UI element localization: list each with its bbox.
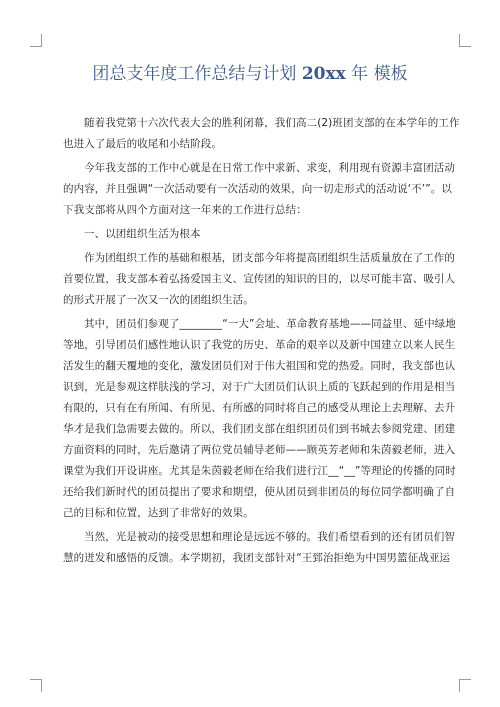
crop-mark-bottom-right xyxy=(459,679,471,692)
text-line: 下我支部将从四个方面对这一年来的工作进行总结： xyxy=(63,204,307,216)
crop-mark-bottom-left xyxy=(30,679,42,692)
paragraph-p1 xyxy=(63,113,460,155)
text-line: 等地，引导团员们感性地认识了我党的历史、革命的艰辛以及新中国建立以来人民生 xyxy=(63,339,456,351)
document-title xyxy=(40,62,460,86)
text-line: 还给我们新时代的团员提出了要求和期望，使从团员到非团员的每位同学都明确了自 xyxy=(63,486,456,498)
text-line: 随着我党第十六次代表大会的胜利闭幕，我们高二(2)班团支部的在本学年的工作 xyxy=(84,117,460,129)
text-line: 的内容，并且强调“一次活动要有一次活动的效果，向一切走形式的活动说‘不’”。以 xyxy=(63,183,452,195)
text-line: 课堂为我们开设讲座。尤其是朱茵毅老师在给我们进行江__“__”等理论的传播的同时 xyxy=(63,465,456,477)
document-body xyxy=(63,113,460,572)
text-line: 当然，光是被动的接受思想和理论是远远不够的。我们希望看到的还有团员们智 xyxy=(84,531,455,543)
text-line: 首要位置，我支部本着弘扬爱国主义、宣传团的知识的目的，以尽可能丰富、吸引人 xyxy=(63,273,456,285)
paragraph-p3 xyxy=(63,224,437,245)
paragraph-p5 xyxy=(63,314,456,524)
text-line: 华才是我们急需要去做的。所以，我们团支部在组织团员们到书城去参阅党建、团建 xyxy=(63,423,456,435)
text-line: 的形式开展了一次又一次的团组织生活。 xyxy=(63,294,254,306)
text-line: 有限的，只有在有所闻、有所见、有所感的同时将自己的感受从理论上去理解、去升 xyxy=(63,402,456,414)
title-part-3: 年 模板 xyxy=(345,64,408,84)
paragraph-p2 xyxy=(63,158,455,221)
title-part-1: 团总支年度工作总结与计划 xyxy=(92,64,302,84)
text-line: 作为团组织工作的基础和根基，团支部今年将提高团组织生活质量放在了工作的 xyxy=(84,252,455,264)
crop-mark-top-left xyxy=(30,34,42,47)
text-line: 一、以团组织生活为根本 xyxy=(84,228,201,240)
text-line: 活发生的翻天覆地的变化，激发团员们对于伟大祖国和党的热爱。同时，我支部也认 xyxy=(63,360,456,372)
text-line: 己的目标和位置，达到了非常好的效果。 xyxy=(63,507,254,519)
paragraph-p4 xyxy=(63,248,456,311)
text-line: 慧的迸发和感悟的反馈。本学期初，我团支部针对“王郅治拒绝为中国男篮征战亚运 xyxy=(63,552,451,564)
text-line: 也进入了最后的收尾和小结阶段。 xyxy=(63,138,222,150)
text-line: 识到，光是参观这样肤浅的学习，对于广大团员们认识上质的飞跃起到的作用是相当 xyxy=(63,381,456,393)
text-line: 其中，团员们参观了________“一大”会址、革命教育基地——同益里、延中绿地 xyxy=(84,318,456,330)
text-line: 方面资料的同时，先后邀请了两位党员辅导老师——顾英芳老师和朱茵毅老师，进入 xyxy=(63,444,456,456)
paragraph-p6 xyxy=(63,527,455,569)
text-line: 今年我支部的工作中心就是在日常工作中求新、求变，利用现有资源丰富团活动 xyxy=(84,162,455,174)
title-year: 20xx xyxy=(301,64,346,84)
crop-mark-top-right xyxy=(459,34,471,47)
